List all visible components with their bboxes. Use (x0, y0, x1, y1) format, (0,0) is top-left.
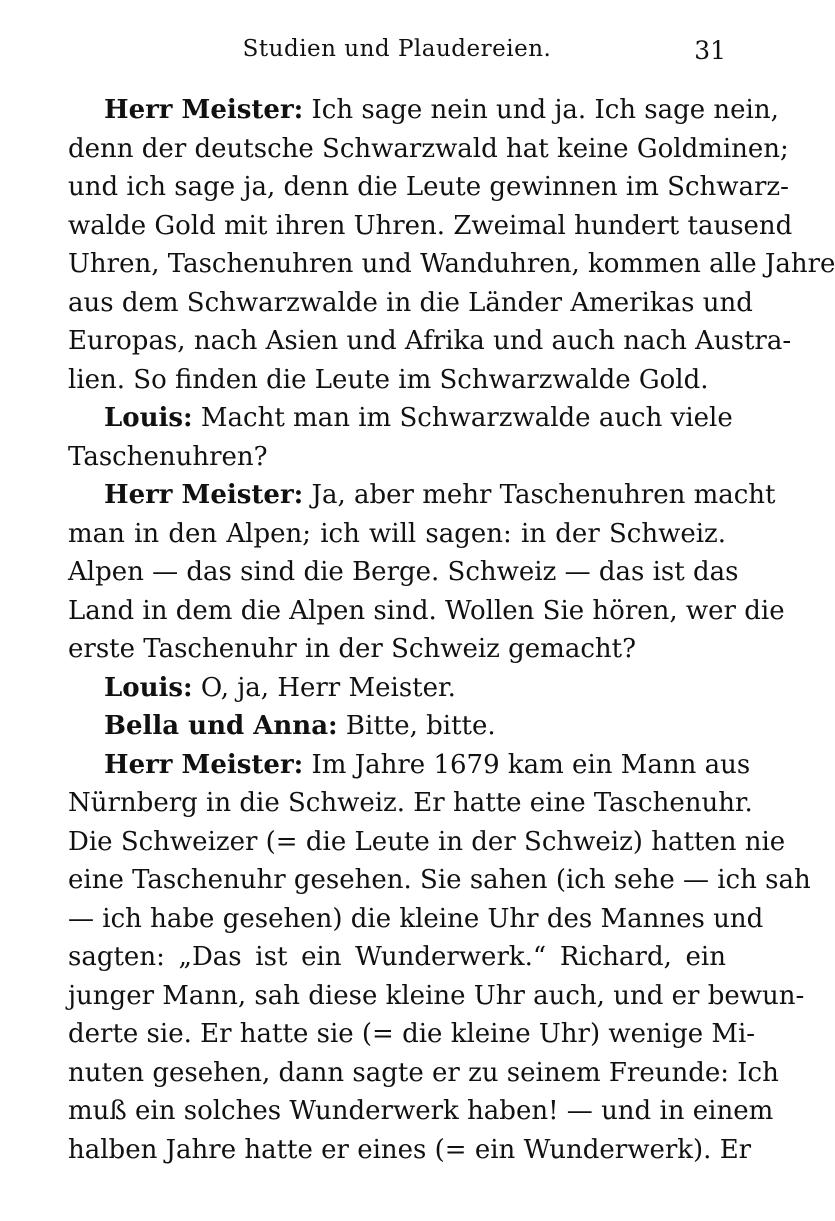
speaker-name: Herr Meister: (104, 480, 304, 510)
text-line: man in den Alpen; ich will sagen: in der Schweiz. (68, 518, 726, 549)
text-line: aus dem Schwarzwalde in die Länder Amerikas und (68, 287, 753, 318)
text-line: muß ein solches Wunderwerk haben! — und in einem (68, 1096, 774, 1126)
page-number: 31 (694, 36, 726, 65)
speaker-name: Herr Meister: (104, 749, 304, 780)
text-line: eine Taschenuhr gesehen. Sie sahen (ich sehe — ich sah (68, 865, 811, 895)
text-line: lien. So finden die Leute im Schwarzwalde Gold. (68, 364, 709, 395)
text-line: Uhren, Taschenuhren und Wanduhren, kommen alle Jahre (68, 249, 835, 279)
speaker-name: Herr Meister: (104, 95, 304, 125)
text-line: Alpen — das sind die Berge. Schweiz — das ist das (68, 557, 739, 587)
text-line: — ich habe gesehen) die kleine Uhr des Mannes und (68, 903, 764, 934)
text-line (68, 476, 776, 515)
text-line: Nürnberg in die Schweiz. Er hatte eine Taschenuhr. (68, 788, 753, 818)
line-text: Macht man im Schwarzwalde auch viele (192, 403, 733, 433)
body-text (68, 91, 835, 1169)
text-line: sagten: „Das ist ein Wunderwerk.“ Richard, ein (68, 942, 726, 972)
text-line (68, 669, 726, 708)
text-line: halben Jahre hatte er eines (= ein Wunderwerk). Er (68, 1134, 752, 1165)
line-text: Im Jahre 1679 kam ein Mann aus (303, 749, 751, 780)
line-text: Ich sage nein und ja. Ich sage nein, (303, 95, 779, 125)
line-text: Ja, aber mehr Taschenuhren macht (303, 480, 776, 510)
speaker-name: Louis: (104, 672, 193, 703)
text-line (68, 399, 733, 438)
text-line: erste Taschenuhr in der Schweiz gemacht? (68, 634, 637, 664)
running-head (68, 36, 726, 72)
text-line: Taschenuhren? (68, 441, 268, 472)
line-text: O, ja, Herr Meister. (192, 672, 456, 703)
text-line: Europas, nach Asien und Afrika und auch nach Austra- (68, 326, 792, 356)
text-line (68, 707, 726, 746)
text-line: nuten gesehen, dann sagte er zu seinem Freunde: Ich (68, 1057, 779, 1088)
text-line: walde Gold mit ihren Uhren. Zweimal hundert tausend (68, 210, 793, 241)
text-line: und ich sage ja, denn die Leute gewinnen im Schwarz- (68, 172, 789, 202)
text-line (68, 746, 751, 785)
text-line: derte sie. Er hatte sie (= die kleine Uhr) wenige Mi- (68, 1019, 756, 1049)
speaker-name: Bella und Anna: (104, 711, 338, 741)
text-line: Land in dem die Alpen sind. Wollen Sie hören, wer die (68, 595, 785, 626)
text-line: denn der deutsche Schwarzwald hat keine Goldminen; (68, 133, 789, 164)
speaker-name: Louis: (104, 403, 193, 433)
line-text: Bitte, bitte. (337, 711, 496, 741)
running-title: Studien und Plaudereien. (242, 36, 552, 62)
text-line: Die Schweizer (= die Leute in der Schweiz) hatten nie (68, 826, 786, 857)
text-line: junger Mann, sah diese kleine Uhr auch, und er bewun- (68, 980, 805, 1011)
text-line (68, 91, 779, 130)
